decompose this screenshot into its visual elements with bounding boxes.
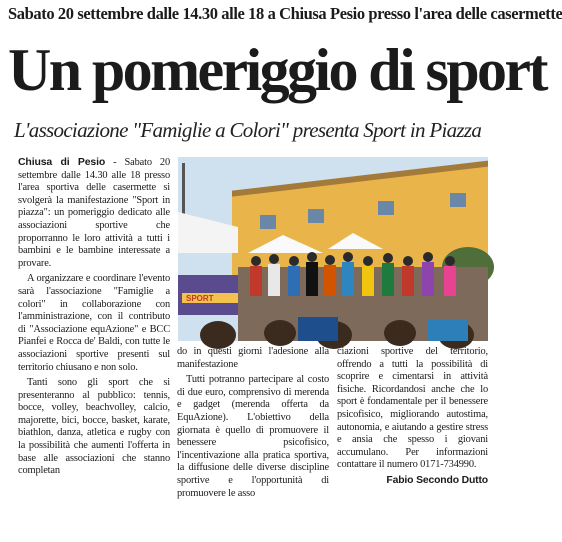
article-column-1 <box>18 156 170 481</box>
kicker: Sabato 20 settembre dalle 14.30 alle 18 a Chiusa Pesio presso l'area delle casermette <box>8 4 562 23</box>
paragraph-3-continued: do in questi giorni l'adesione alla manifestazione <box>177 346 329 370</box>
article-column-2 <box>177 346 329 503</box>
paragraph-4-continued: ciazioni sportive del territorio, offrendo a tutti la possibilità di scoprire e cimentarsi in attività fisiche. Ricordandosi anche che lo sport è fondamentale per il benessere psicofisico, migliorando autostima, autonomia, e aiutando a gestire stress e ansia che spesso i giovani accumulano. Per informazioni contattare il numero 0171-734990. <box>337 346 488 471</box>
paragraph-4: Tutti potranno partecipare al costo di due euro, comprensivo di merenda e gadget (merenda offerta da EquAzione). L'obiettivo della giornata è quello di promuovere il benessere psicofisico, l'incentivazione alla pratica sportiva, la diffusione delle diverse discipline sportive e l'opportunità di promuovere le asso <box>177 374 329 499</box>
subheadline: L'associazione "Famiglie a Colori" presenta Sport in Piazza <box>14 118 482 142</box>
dateline: Chiusa di Pesio <box>18 156 106 168</box>
event-photo <box>178 157 488 341</box>
article-column-3 <box>337 346 488 488</box>
banner-text: SPORT <box>186 294 214 303</box>
byline: Fabio Secondo Dutto <box>386 474 488 486</box>
paragraph-1: - Sabato 20 settembre dalle 14.30 alle 18 presso l'area sportiva delle casermette si svolgerà la manifestazione "Sport in piazza": un pomeriggio dedicato alle associazioni sportive che proporranno le loro attività a tutti i bambini e le bambine interessate a provare. <box>18 157 171 269</box>
headline: Un pomeriggio di sport <box>8 37 546 103</box>
paragraph-2: A organizzare e coordinare l'evento sarà l'associazione "Famiglie a colori" in collaborazione con l'amministrazione, con il contributo di "Associazione equAzione" e BCC Pianfei e Rocca de' Baldi, con tutte le associazioni sportive presenti sul territorio chiusano e non solo. <box>18 273 170 373</box>
paragraph-3: Tanti sono gli sport che si presenteranno al pubblico: tennis, bocce, volley, beachvolley, calcio, majorette, bici, bocce, basket, karate, biathlon, danza, atletica e rugby con la possibilità che aumenti l'offerta in base alle associazioni che stanno completan <box>18 377 170 477</box>
